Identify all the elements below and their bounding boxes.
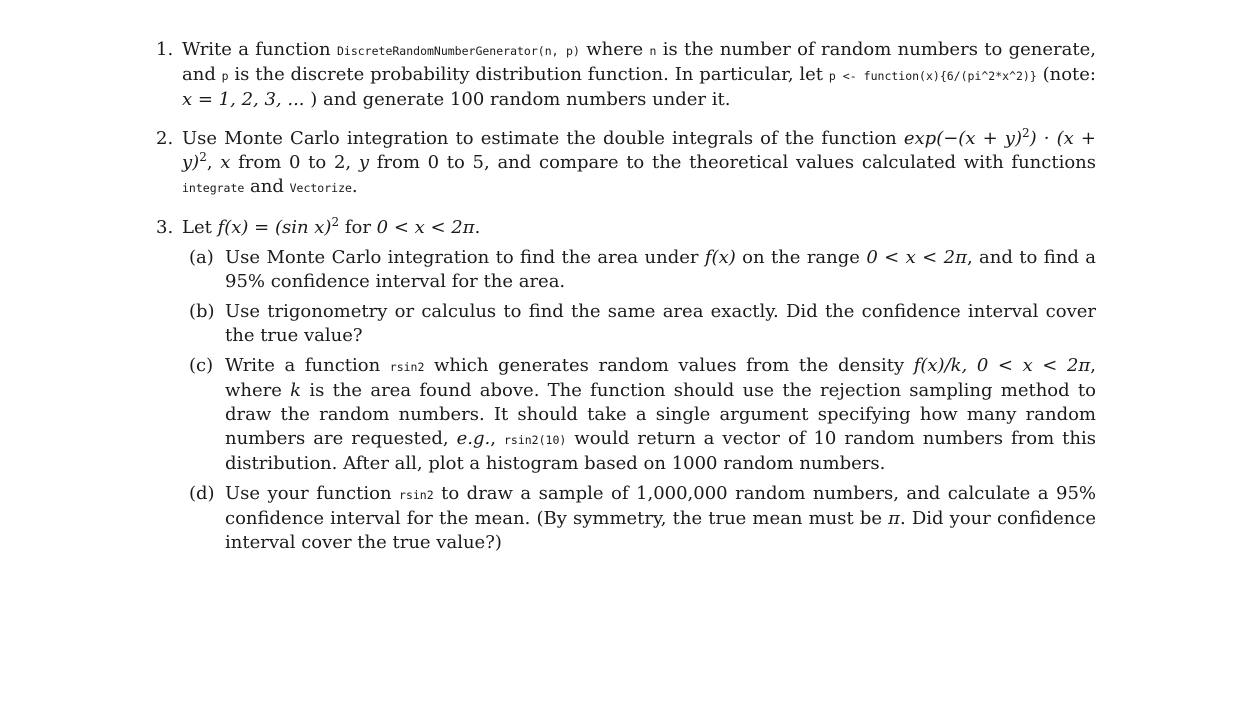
text-span: is the number of random numbers to generate, and <box>182 39 1096 85</box>
text-span: Use Monte Carlo integration to find the area under <box>225 247 705 268</box>
math-span: f(x)/k, 0 < x < 2π <box>913 355 1091 376</box>
subpart-text <box>225 482 1096 555</box>
text-span: which generates random values from the density <box>424 355 914 376</box>
text-span: from 0 to 5, and compare to the theoretical values calculated with functions <box>369 152 1096 173</box>
text-span: Write a function <box>182 39 337 60</box>
superscript: 2 <box>331 215 340 229</box>
text-span: on the range <box>735 247 867 268</box>
math-span: x <box>220 152 231 173</box>
subpart-label: (b) <box>189 301 215 322</box>
math-span: x = 1, 2, 3, ... <box>182 89 311 110</box>
problem-number: 1. <box>156 39 174 60</box>
code-span: n <box>649 44 657 58</box>
subpart-label: (c) <box>189 355 214 376</box>
math-span: y <box>358 152 370 173</box>
code-span: p <- function(x){6/(pi^2*x^2)} <box>828 69 1037 83</box>
code-span: rsin2 <box>399 488 434 502</box>
subpart-text <box>225 246 1096 294</box>
text-span: to draw a sample of 1,000,000 random numbers, and calculate a 95% confidence interval for the mean. (By symmetry, the true mean must be <box>225 483 1096 529</box>
code-span: integrate <box>182 181 245 195</box>
subpart-text <box>225 354 1096 476</box>
math-span: 0 < x < 2π <box>376 217 475 238</box>
subpart-a <box>189 246 1096 294</box>
math-span: 0 < x < 2π <box>866 247 967 268</box>
text-span: Use Monte Carlo integration to estimate the double integrals of the function <box>182 128 904 149</box>
text-span: . <box>351 176 358 197</box>
problem-number: 2. <box>156 128 174 149</box>
code-span: DiscreteRandomNumberGenerator(n, p) <box>336 44 580 58</box>
superscript: 2 <box>199 150 207 164</box>
text-span: Write a function <box>225 355 390 376</box>
text-span: , <box>206 152 221 173</box>
math-span: exp(−(x + y) <box>903 128 1022 149</box>
code-span: rsin2 <box>389 360 425 374</box>
math-span: ) · (x + y) <box>182 128 1096 173</box>
code-span: Vectorize <box>289 181 352 195</box>
math-span: π <box>888 508 900 529</box>
text-span: is the discrete probability distribution function. In particular, let <box>228 64 829 85</box>
subpart-label: (d) <box>189 483 215 504</box>
problem-text <box>182 38 1096 112</box>
code-span: p <box>221 69 229 83</box>
text-span: Use your function <box>225 483 400 504</box>
math-span: f(x) = (sin x) <box>217 217 332 238</box>
problem-1 <box>156 38 1096 112</box>
problem-text <box>182 216 1096 240</box>
text-span: and <box>244 176 290 197</box>
text-span: Let <box>182 217 218 238</box>
text-span: , and to find a 95% confidence interval for the area. <box>225 247 1096 292</box>
problem-number: 3. <box>156 217 174 238</box>
text-span: (note: <box>1036 64 1096 85</box>
text-span: , <box>490 428 504 449</box>
text-span: . Did your confidence interval cover the true value?) <box>225 508 1096 553</box>
text-span: where <box>579 39 650 60</box>
subpart-text <box>225 300 1096 348</box>
subpart-d <box>189 482 1096 555</box>
subpart-b <box>189 300 1096 348</box>
text-span: would return a vector of 10 random numbers from this distribution. After all, plot a histogram based on 1000 random numbers. <box>225 428 1096 474</box>
subpart-label: (a) <box>189 247 214 268</box>
superscript: 2 <box>1022 126 1030 140</box>
subpart-c <box>189 354 1096 476</box>
text-span: is the area found above. The function should use the rejection sampling method to draw the random numbers. It should take a single argument specifying how many random numbers are requested, <box>225 380 1096 449</box>
problem-text <box>182 127 1096 200</box>
math-span: f(x) <box>704 247 736 268</box>
text-span: from 0 to 2, <box>230 152 359 173</box>
code-span: rsin2(10) <box>503 433 567 447</box>
math-span: k <box>290 380 302 401</box>
problem-2 <box>156 127 1096 200</box>
text-span: for <box>339 217 377 238</box>
text-span: . <box>474 217 481 238</box>
text-span: ) and generate 100 random numbers under it. <box>310 89 731 110</box>
text-span: Use trigonometry or calculus to find the same area exactly. Did the confidence interval cover the true value? <box>225 301 1096 346</box>
problem-3 <box>156 216 1096 555</box>
text-span: , where <box>225 355 1096 401</box>
math-span: e.g. <box>456 428 491 449</box>
